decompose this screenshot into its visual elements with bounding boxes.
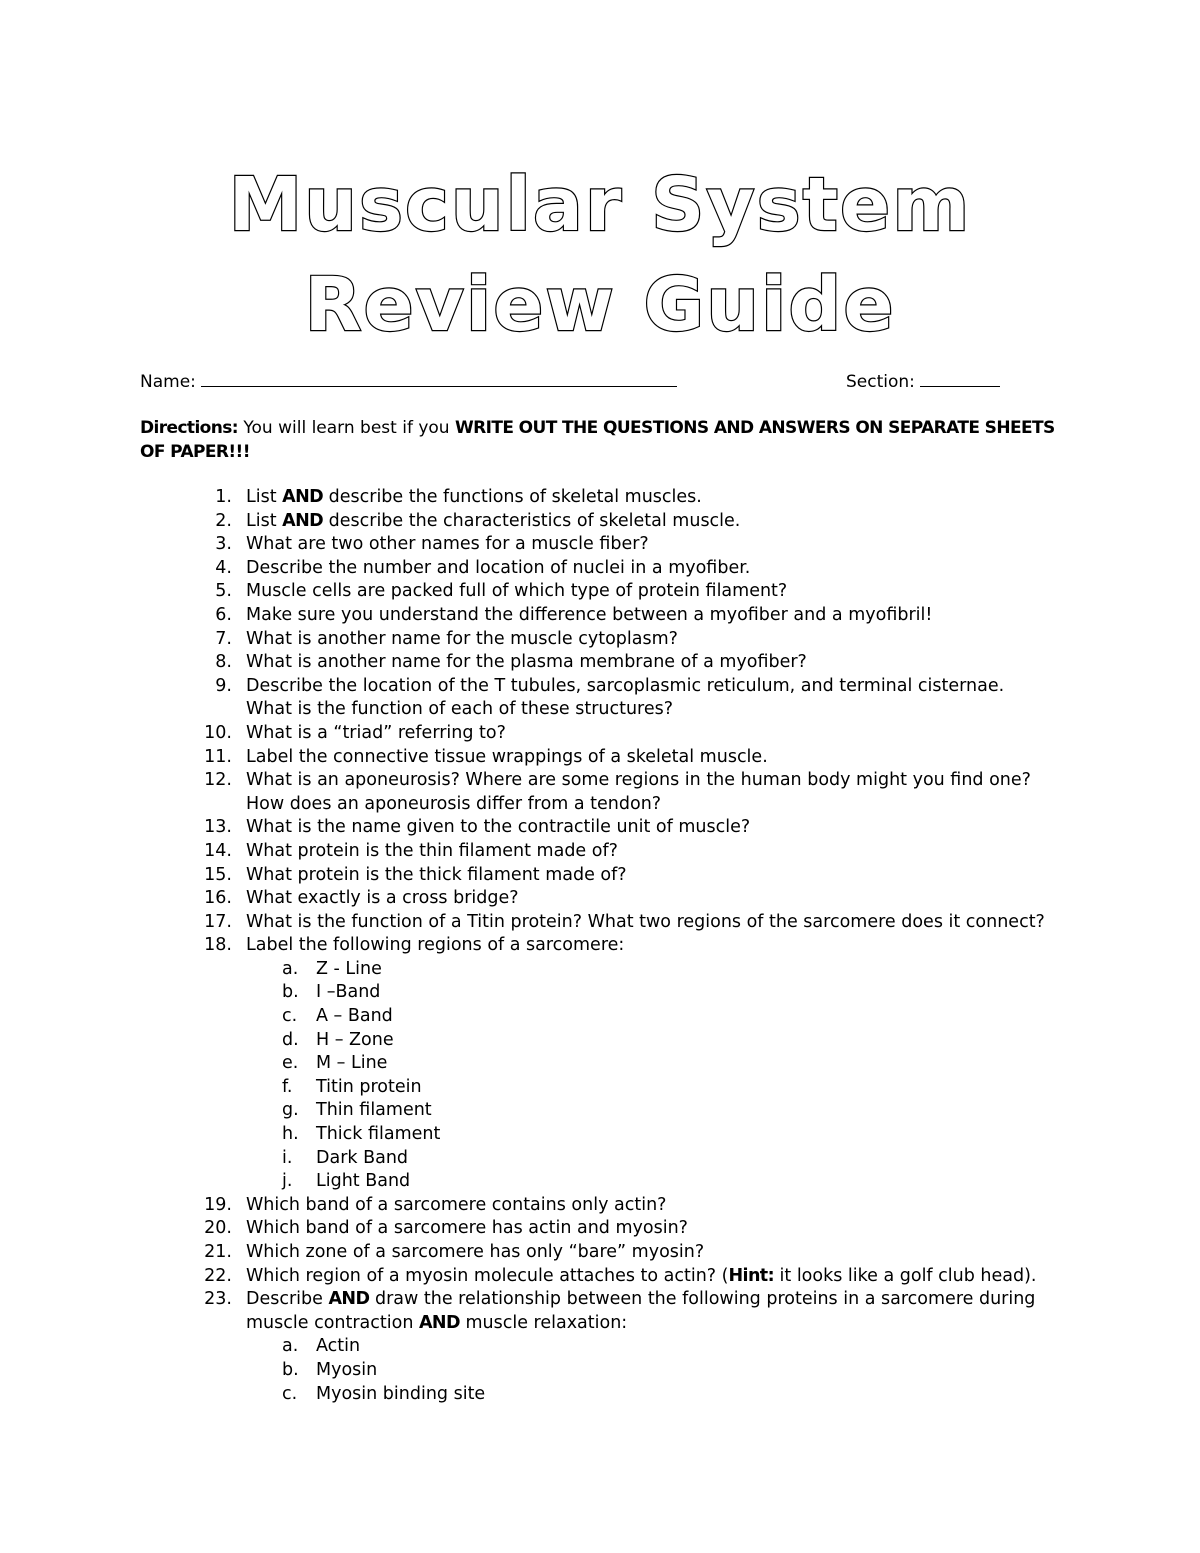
sub-item <box>0 1359 1200 1383</box>
name-field <box>140 368 677 395</box>
question-number: 23. <box>204 1289 232 1310</box>
question-text-part: Describe the location of the T tubules, sarcoplasmic reticulum, and terminal cisternae. What is the function of each of these structures? <box>246 675 1005 720</box>
section-field <box>846 368 1000 395</box>
directions-text: You will learn best if you <box>237 418 455 438</box>
question-number: 4. <box>215 557 232 578</box>
question-text-part: What is another name for the plasma membrane of a myofiber? <box>246 652 807 673</box>
question-text-part: it looks like a golf club head). <box>773 1265 1037 1286</box>
name-label: Name: <box>140 372 196 392</box>
question-text <box>246 888 519 908</box>
question-item <box>0 675 1200 722</box>
question-item <box>0 486 1200 510</box>
question-text-part: What is the function of a Titin protein? What two regions of the sarcomere does it connect? <box>246 911 1045 932</box>
question-text <box>246 1289 1035 1333</box>
question-text-part: Which zone of a sarcomere has only “bare” myosin? <box>246 1242 705 1262</box>
sub-text: Titin protein <box>316 1076 422 1097</box>
question-text <box>246 652 807 672</box>
sub-text: Dark Band <box>316 1147 409 1168</box>
question-item <box>0 746 1200 770</box>
question-item <box>0 1288 1200 1406</box>
question-text <box>246 1218 688 1238</box>
question-number: 6. <box>215 604 232 625</box>
question-number: 3. <box>215 534 232 555</box>
sub-item <box>0 958 1200 982</box>
keyword-emphasis: AND <box>328 1289 370 1310</box>
question-item <box>0 533 1200 557</box>
question-item <box>0 722 1200 746</box>
title-line-2: Review Guide <box>304 262 896 348</box>
question-text <box>246 558 750 578</box>
question-text-part: describe the functions of skeletal muscles. <box>323 487 702 507</box>
question-number: 17. <box>204 911 232 932</box>
question-text <box>246 1266 1037 1286</box>
question-text <box>246 747 768 767</box>
question-item <box>0 864 1200 888</box>
question-text-part: Label the following regions of a sarcomere: <box>246 935 625 956</box>
question-item <box>0 580 1200 604</box>
question-number: 18. <box>204 935 232 956</box>
question-text-part: List <box>246 510 283 531</box>
keyword-emphasis: AND <box>282 510 324 531</box>
question-number: 1. <box>215 487 232 507</box>
sub-list <box>0 958 1200 1194</box>
question-text <box>246 605 932 625</box>
directions-emphasis: WRITE OUT THE QUESTIONS AND ANSWERS ON SEPARATE SHEETS OF PAPER!!! <box>140 418 1055 462</box>
question-number: 2. <box>215 510 232 531</box>
question-text-part: muscle relaxation: <box>459 1312 628 1333</box>
sub-letter: c. <box>282 1006 298 1027</box>
question-text <box>246 676 1004 720</box>
question-text-part: draw the relationship between the following proteins in a sarcomere during muscle contraction <box>246 1289 1036 1333</box>
keyword-emphasis: AND <box>282 487 324 507</box>
question-item <box>0 911 1200 935</box>
question-item <box>0 651 1200 675</box>
sub-item <box>0 1170 1200 1194</box>
question-number: 5. <box>215 581 232 602</box>
sub-item <box>0 1099 1200 1123</box>
question-text-part: Make sure you understand the difference between a myofiber and a myofibril! <box>246 604 933 625</box>
question-number: 13. <box>204 817 232 838</box>
title-line-1: Muscular System <box>228 162 972 248</box>
question-number: 16. <box>204 888 232 909</box>
sub-item <box>0 1005 1200 1029</box>
question-text-part: What protein is the thin filament made of? <box>246 840 618 861</box>
question-number: 20. <box>204 1218 232 1239</box>
question-item <box>0 1241 1200 1265</box>
sub-text: Myosin <box>316 1359 378 1380</box>
sub-item <box>0 1052 1200 1076</box>
directions <box>140 416 1070 464</box>
sub-letter: e. <box>282 1053 299 1074</box>
question-item <box>0 769 1200 816</box>
sub-letter: f. <box>282 1076 293 1097</box>
name-blank-line <box>201 368 677 387</box>
question-text-part: describe the characteristics of skeletal muscle. <box>323 510 741 531</box>
question-text-part: What exactly is a cross bridge? <box>246 888 519 909</box>
question-item <box>0 887 1200 911</box>
sub-text: M – Line <box>316 1053 388 1074</box>
question-text <box>246 511 740 531</box>
sub-item <box>0 1383 1200 1407</box>
question-text-part: What is an aponeurosis? Where are some regions in the human body might you find one? How does an aponeurosis differ from a tendon? <box>246 770 1031 814</box>
question-item <box>0 604 1200 628</box>
question-item <box>0 1265 1200 1289</box>
sub-letter: g. <box>282 1100 299 1121</box>
question-text <box>246 1195 666 1215</box>
sub-letter: i. <box>282 1147 293 1168</box>
question-number: 14. <box>204 840 232 861</box>
sub-text: Thick filament <box>316 1124 441 1145</box>
question-text-part: What are two other names for a muscle fiber? <box>246 534 649 555</box>
question-text <box>246 935 624 955</box>
directions-label: Directions: <box>140 418 238 438</box>
sub-text: Myosin binding site <box>316 1383 486 1404</box>
keyword-emphasis: AND <box>418 1312 460 1333</box>
question-item <box>0 557 1200 581</box>
question-number: 7. <box>215 628 232 649</box>
question-number: 11. <box>204 746 232 767</box>
question-text <box>246 534 649 554</box>
question-number: 10. <box>204 722 232 743</box>
question-item <box>0 1217 1200 1241</box>
sub-text: Z - Line <box>316 958 382 979</box>
question-text-part: What protein is the thick filament made of? <box>246 864 627 885</box>
question-text <box>246 581 787 601</box>
header-fields <box>140 368 1060 394</box>
sub-letter: b. <box>282 1359 299 1380</box>
question-number: 12. <box>204 770 232 791</box>
question-text <box>246 770 1031 814</box>
sub-letter: j. <box>282 1171 293 1192</box>
question-text <box>246 1242 704 1262</box>
question-text-part: List <box>246 487 283 507</box>
sub-item <box>0 981 1200 1005</box>
question-number: 21. <box>204 1242 232 1262</box>
question-item <box>0 628 1200 652</box>
sub-letter: a. <box>282 958 299 979</box>
question-text-part: Describe the number and location of nuclei in a myofiber. <box>246 557 751 578</box>
question-text-part: Which band of a sarcomere has actin and myosin? <box>246 1218 688 1239</box>
question-item <box>0 934 1200 1194</box>
sub-letter: b. <box>282 982 299 1003</box>
question-list <box>0 486 1200 1406</box>
question-text <box>246 629 678 649</box>
section-label: Section: <box>846 372 915 392</box>
sub-list <box>0 1335 1200 1406</box>
question-text <box>246 487 702 507</box>
sub-item <box>0 1029 1200 1053</box>
question-text-part: Which band of a sarcomere contains only actin? <box>246 1194 667 1215</box>
question-text-part: What is a “triad” referring to? <box>246 722 506 743</box>
question-text-part: What is the name given to the contractile unit of muscle? <box>246 817 751 838</box>
sub-text: I –Band <box>316 982 381 1003</box>
sub-letter: d. <box>282 1029 299 1050</box>
question-text <box>246 723 506 743</box>
sub-text: Light Band <box>316 1171 411 1192</box>
question-number: 8. <box>215 652 232 673</box>
sub-item <box>0 1123 1200 1147</box>
sub-text: H – Zone <box>316 1029 394 1050</box>
question-number: 9. <box>215 675 232 696</box>
question-text <box>246 912 1045 932</box>
sub-letter: a. <box>282 1336 299 1357</box>
question-number: 22. <box>204 1265 232 1286</box>
question-item <box>0 816 1200 840</box>
keyword-emphasis: Hint: <box>728 1265 774 1286</box>
question-text <box>246 865 627 885</box>
question-text <box>246 841 618 861</box>
sub-letter: c. <box>282 1383 298 1404</box>
question-text <box>246 817 750 837</box>
question-item <box>0 510 1200 534</box>
question-item <box>0 1194 1200 1218</box>
question-text-part: Which region of a myosin molecule attaches to actin? ( <box>246 1265 729 1286</box>
question-item <box>0 840 1200 864</box>
sub-letter: h. <box>282 1124 299 1145</box>
sub-item <box>0 1335 1200 1359</box>
question-number: 15. <box>204 864 232 885</box>
sub-text: Thin filament <box>316 1100 432 1121</box>
sub-item <box>0 1076 1200 1100</box>
question-text-part: What is another name for the muscle cytoplasm? <box>246 628 678 649</box>
section-blank-line <box>920 368 1000 387</box>
sub-item <box>0 1147 1200 1171</box>
sub-text: A – Band <box>316 1006 393 1027</box>
question-text-part: Muscle cells are packed full of which type of protein filament? <box>246 581 788 602</box>
sub-text: Actin <box>316 1336 361 1357</box>
question-text-part: Label the connective tissue wrappings of a skeletal muscle. <box>246 746 768 767</box>
question-text-part: Describe <box>246 1289 329 1310</box>
question-number: 19. <box>204 1194 232 1215</box>
